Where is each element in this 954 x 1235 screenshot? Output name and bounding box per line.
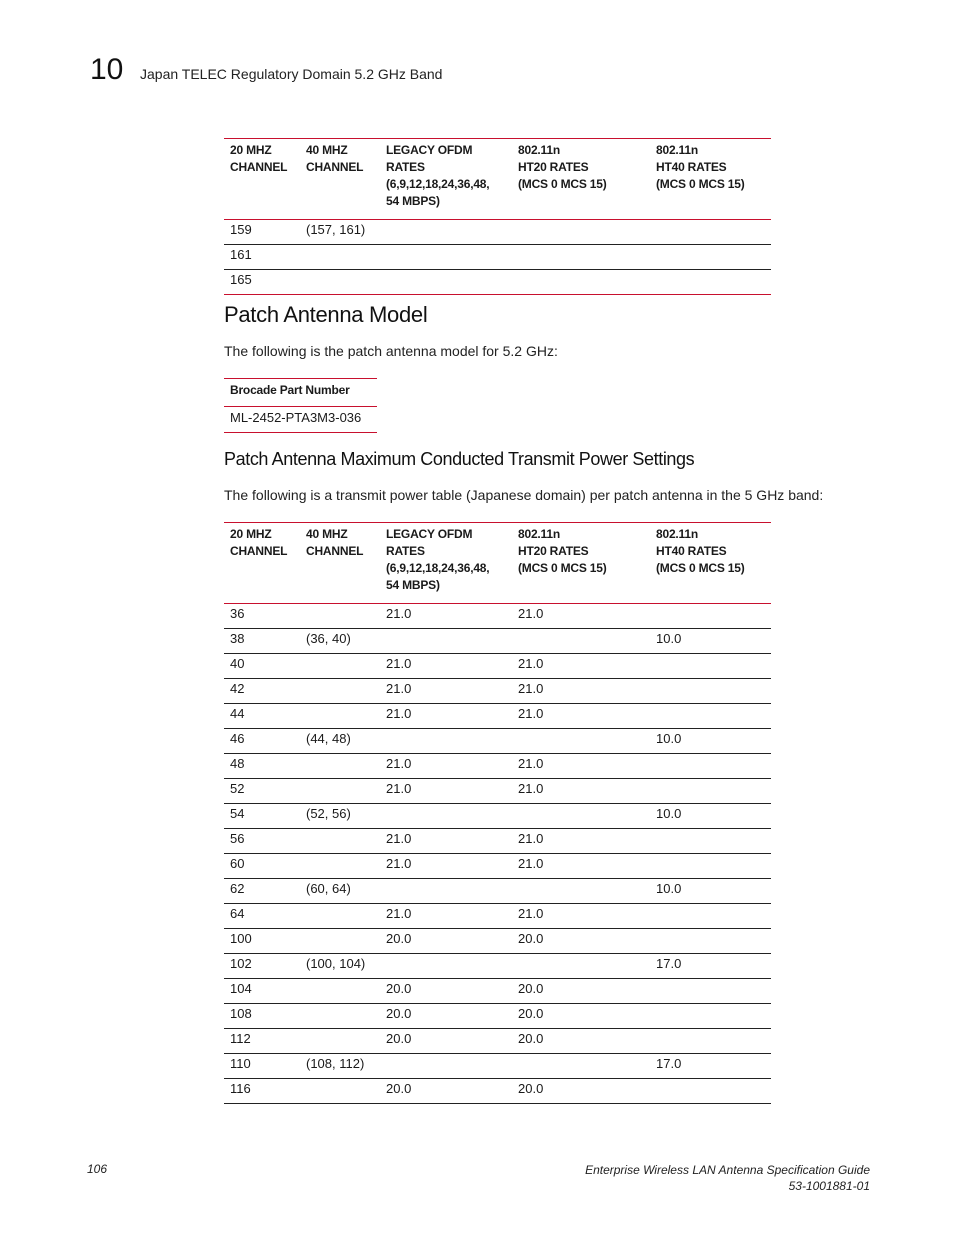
table-cell [650, 679, 771, 704]
table-cell: 21.0 [380, 604, 512, 629]
guide-title: Enterprise Wireless LAN Antenna Specification Guide [585, 1163, 870, 1177]
table-cell: 17.0 [650, 1054, 771, 1079]
table-cell [300, 704, 380, 729]
table-cell [300, 270, 380, 295]
table-cell: 21.0 [512, 704, 650, 729]
table-cell: (52, 56) [300, 804, 380, 829]
table-cell: 10.0 [650, 804, 771, 829]
table-cell [300, 245, 380, 270]
table-row [224, 1079, 771, 1104]
table-cell [300, 654, 380, 679]
table-cell [650, 1004, 771, 1029]
table-cell: 46 [224, 729, 300, 754]
table-cell: 40 [224, 654, 300, 679]
table-cell: 21.0 [380, 854, 512, 879]
table-cell [512, 220, 650, 245]
table-row [224, 879, 771, 904]
table-row [224, 829, 771, 854]
table-cell: 21.0 [512, 854, 650, 879]
table-row [224, 679, 771, 704]
table-row [224, 704, 771, 729]
table-cell [512, 954, 650, 979]
table-cell: 21.0 [512, 654, 650, 679]
table-cell: 21.0 [512, 604, 650, 629]
table-cell [300, 979, 380, 1004]
table-cell: 20.0 [380, 929, 512, 954]
transmit-power-intro: The following is a transmit power table (Japanese domain) per patch antenna in the 5 GHz band: [224, 487, 824, 503]
table-cell [512, 879, 650, 904]
table-cell: 110 [224, 1054, 300, 1079]
table-cell: 159 [224, 220, 300, 245]
document-id: 53-1001881-01 [788, 1179, 870, 1193]
part-number-header: Brocade Part Number [224, 379, 377, 407]
table-row [224, 220, 771, 245]
column-header: LEGACY OFDM RATES (6,9,12,18,24,36,48, 54 MBPS) [380, 523, 512, 604]
table-cell: 21.0 [512, 779, 650, 804]
table-cell: 21.0 [512, 679, 650, 704]
section-title-transmit-power: Patch Antenna Maximum Conducted Transmit Power Settings [224, 449, 695, 469]
table-cell: (100, 104) [300, 954, 380, 979]
part-number-table [224, 378, 377, 433]
table-cell [300, 854, 380, 879]
table-cell [650, 245, 771, 270]
table-row [224, 754, 771, 779]
column-header: 40 MHZ CHANNEL [300, 523, 380, 604]
column-header: 802.11n HT20 RATES (MCS 0 MCS 15) [512, 139, 650, 220]
table-cell: 116 [224, 1079, 300, 1104]
table-cell: (44, 48) [300, 729, 380, 754]
table-cell: 20.0 [512, 979, 650, 1004]
column-header: 802.11n HT40 RATES (MCS 0 MCS 15) [650, 523, 771, 604]
part-number-value: ML-2452-PTA3M3-036 [224, 407, 377, 433]
table-cell: 10.0 [650, 729, 771, 754]
table-cell: 21.0 [380, 829, 512, 854]
column-header: 20 MHZ CHANNEL [224, 523, 300, 604]
table-cell: 21.0 [380, 704, 512, 729]
table-cell: 21.0 [380, 679, 512, 704]
section-title-patch-antenna-model: Patch Antenna Model [224, 302, 428, 327]
table-cell [650, 779, 771, 804]
column-header: LEGACY OFDM RATES (6,9,12,18,24,36,48, 54 MBPS) [380, 139, 512, 220]
table-cell [380, 220, 512, 245]
table-row [224, 979, 771, 1004]
table-cell [300, 1079, 380, 1104]
table-cell: 64 [224, 904, 300, 929]
column-header: 802.11n HT20 RATES (MCS 0 MCS 15) [512, 523, 650, 604]
table-cell [300, 679, 380, 704]
table-cell: (36, 40) [300, 629, 380, 654]
table-cell [650, 854, 771, 879]
column-header: 802.11n HT40 RATES (MCS 0 MCS 15) [650, 139, 771, 220]
table-cell [300, 829, 380, 854]
table-header-row [224, 139, 771, 220]
table-cell: 56 [224, 829, 300, 854]
table-row [224, 804, 771, 829]
table-header-row [224, 523, 771, 604]
table-cell [380, 245, 512, 270]
table-cell [650, 604, 771, 629]
table-cell: 38 [224, 629, 300, 654]
table-cell [650, 829, 771, 854]
table-cell [512, 270, 650, 295]
table-cell [650, 1079, 771, 1104]
table-cell: 165 [224, 270, 300, 295]
table-cell [300, 1029, 380, 1054]
table-cell [380, 804, 512, 829]
table-cell: (108, 112) [300, 1054, 380, 1079]
table-cell [300, 604, 380, 629]
table-cell: 42 [224, 679, 300, 704]
table-cell: 21.0 [380, 779, 512, 804]
table-cell [650, 754, 771, 779]
table-cell: 21.0 [512, 904, 650, 929]
table-row [224, 954, 771, 979]
table-cell [380, 954, 512, 979]
table-row [224, 629, 771, 654]
table-row [224, 929, 771, 954]
transmit-power-table [224, 522, 771, 1104]
table-row [224, 1029, 771, 1054]
table-cell: 17.0 [650, 954, 771, 979]
table-cell [300, 1004, 380, 1029]
chapter-title: Japan TELEC Regulatory Domain 5.2 GHz Band [140, 66, 443, 82]
table-cell: 21.0 [380, 654, 512, 679]
table-cell: 20.0 [380, 1079, 512, 1104]
table-row [224, 779, 771, 804]
table-cell [300, 904, 380, 929]
table-cell [512, 629, 650, 654]
table-cell [300, 929, 380, 954]
table-cell [380, 879, 512, 904]
table-cell: 52 [224, 779, 300, 804]
table-cell: 21.0 [380, 754, 512, 779]
table-row [224, 245, 771, 270]
table-cell: (157, 161) [300, 220, 380, 245]
table-cell: 36 [224, 604, 300, 629]
table-row [224, 904, 771, 929]
table-cell [650, 904, 771, 929]
table-cell: 60 [224, 854, 300, 879]
table-cell: 20.0 [512, 1029, 650, 1054]
table-cell: 20.0 [512, 929, 650, 954]
table-cell [650, 270, 771, 295]
table-cell [300, 779, 380, 804]
table-cell [650, 654, 771, 679]
chapter-number: 10 [90, 53, 124, 86]
table-cell [380, 270, 512, 295]
table-cell [512, 804, 650, 829]
page-number: 106 [87, 1162, 108, 1176]
table-cell [650, 704, 771, 729]
table-cell: 20.0 [512, 1004, 650, 1029]
table-row [224, 729, 771, 754]
table-cell: 102 [224, 954, 300, 979]
table-cell [512, 245, 650, 270]
table-cell [512, 1054, 650, 1079]
table-cell [300, 754, 380, 779]
table-row [224, 1004, 771, 1029]
table-cell: 21.0 [380, 904, 512, 929]
table-cell: 20.0 [512, 1079, 650, 1104]
table-cell: 62 [224, 879, 300, 904]
column-header: 40 MHZ CHANNEL [300, 139, 380, 220]
table-cell: 48 [224, 754, 300, 779]
table-row [224, 1054, 771, 1079]
channel-table-top [224, 138, 771, 295]
table-cell [380, 729, 512, 754]
column-header: 20 MHZ CHANNEL [224, 139, 300, 220]
table-cell [380, 629, 512, 654]
table-cell: 112 [224, 1029, 300, 1054]
table-cell: 10.0 [650, 629, 771, 654]
table-cell: 21.0 [512, 829, 650, 854]
table-cell: 44 [224, 704, 300, 729]
table-cell: 10.0 [650, 879, 771, 904]
table-cell [380, 1054, 512, 1079]
table-cell: 108 [224, 1004, 300, 1029]
patch-model-intro: The following is the patch antenna model for 5.2 GHz: [224, 343, 558, 359]
table-cell [512, 729, 650, 754]
table-cell [650, 929, 771, 954]
table-cell: 20.0 [380, 1029, 512, 1054]
table-cell: 20.0 [380, 1004, 512, 1029]
table-cell: 104 [224, 979, 300, 1004]
footer-guide-info [585, 1162, 870, 1194]
table-cell [650, 1029, 771, 1054]
table-cell: (60, 64) [300, 879, 380, 904]
table-row [224, 854, 771, 879]
table-cell [650, 220, 771, 245]
table-row [224, 654, 771, 679]
table-row [224, 270, 771, 295]
table-cell: 161 [224, 245, 300, 270]
table-cell: 54 [224, 804, 300, 829]
table-cell: 20.0 [380, 979, 512, 1004]
table-cell: 100 [224, 929, 300, 954]
table-row [224, 604, 771, 629]
table-cell: 21.0 [512, 754, 650, 779]
table-cell [650, 979, 771, 1004]
